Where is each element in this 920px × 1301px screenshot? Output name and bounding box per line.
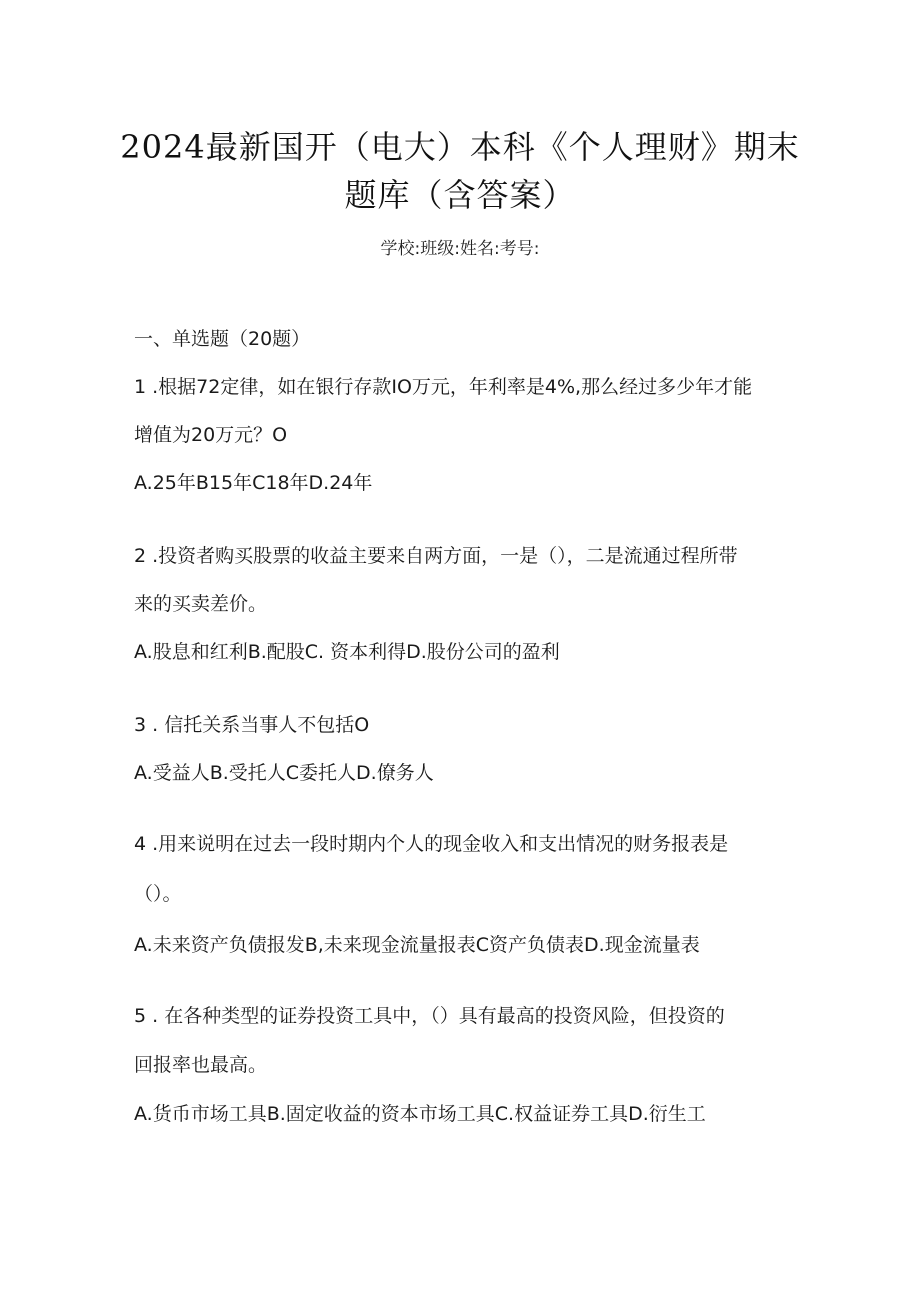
question-1-options: A.25年B15年C18年D.24年 bbox=[134, 472, 373, 494]
question-5-options: A.货币市场工具B.固定收益的资本市场工具C.权益证券工具D.衍生工 bbox=[134, 1103, 706, 1125]
question-4-stem-line-2: （）。 bbox=[134, 883, 182, 905]
student-info-line: 学校:班级:姓名:考号: bbox=[380, 239, 540, 259]
question-3-options: A.受益人B.受托人C委托人D.僚务人 bbox=[134, 762, 434, 784]
question-5-stem-line-2: 回报率也最高。 bbox=[134, 1054, 268, 1076]
question-1-stem-line-2: 增值为20万元？O bbox=[134, 424, 288, 446]
question-4-stem-line-1: 4 .用来说明在过去一段时期内个人的现金收入和支出情况的财务报表是 bbox=[134, 833, 729, 855]
question-4-options: A.未来资产负债报发B,未来现金流量报表C资产负债表D.现金流量表 bbox=[134, 934, 700, 956]
document-title-line-2: 题库（含答案） bbox=[344, 176, 576, 214]
question-5-stem-line-1: 5 . 在各种类型的证券投资工具中，（）具有最高的投资风险，但投资的 bbox=[134, 1005, 725, 1027]
document-title-line-1: 2024最新国开（电大）本科《个人理财》期末 bbox=[120, 128, 800, 166]
question-2-stem-line-2: 来的买卖差价。 bbox=[134, 593, 268, 615]
question-3-stem-line-1: 3 . 信托关系当事人不包括O bbox=[134, 714, 370, 736]
question-2-options: A.股息和红利B.配股C. 资本利得D.股份公司的盈利 bbox=[134, 641, 560, 663]
section-heading: 一、单选题（20题） bbox=[134, 328, 311, 350]
question-2-stem-line-1: 2 .投资者购买股票的收益主要来自两方面，一是（），二是流通过程所带 bbox=[134, 545, 738, 567]
question-1-stem-line-1: 1 .根据72定律，如在银行存款IO万元，年利率是4%,那么经过多少年才能 bbox=[134, 376, 753, 398]
